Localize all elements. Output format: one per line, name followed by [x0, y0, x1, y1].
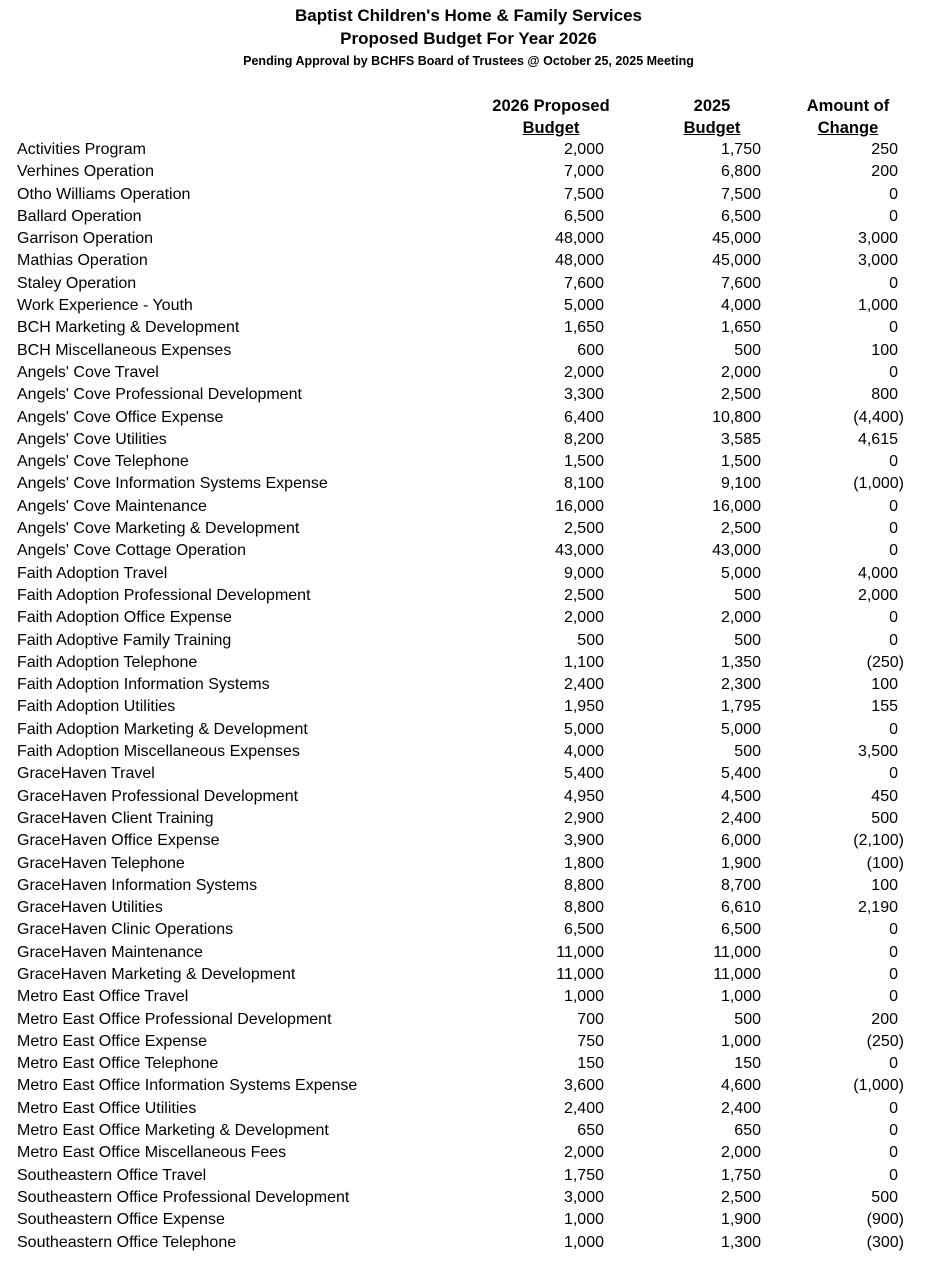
- change-value: 155: [871, 698, 898, 716]
- row-label: Metro East Office Professional Development: [17, 1010, 332, 1028]
- row-label: GraceHaven Office Expense: [17, 832, 220, 850]
- change-value: 0: [889, 965, 898, 983]
- row-label: Angels' Cove Travel: [17, 363, 159, 381]
- row-label: Metro East Office Utilities: [17, 1099, 197, 1117]
- row-label: Staley Operation: [17, 274, 137, 292]
- budget-2025-value: 1,750: [720, 1166, 761, 1184]
- table-row: [0, 1165, 937, 1187]
- budget-2026-value: 8,200: [563, 430, 604, 448]
- change-value: (2,100): [853, 832, 904, 850]
- budget-2025-value: 2,500: [720, 386, 761, 404]
- budget-2025-value: 4,500: [720, 787, 761, 805]
- change-value: 0: [889, 497, 898, 515]
- table-row: [0, 1075, 937, 1097]
- budget-2026-value: 2,900: [563, 809, 604, 827]
- budget-2026-value: 4,000: [563, 743, 604, 761]
- budget-2026-value: 4,950: [563, 787, 604, 805]
- row-label: Garrison Operation: [17, 230, 154, 248]
- budget-2026-value: 8,100: [563, 475, 604, 493]
- budget-2026-value: 1,000: [563, 1233, 604, 1251]
- budget-2026-value: 2,500: [563, 520, 604, 538]
- row-label: GraceHaven Maintenance: [17, 943, 203, 961]
- change-value: 100: [871, 341, 898, 359]
- budget-2026-value: 150: [577, 1055, 604, 1073]
- org-name: Baptist Children's Home & Family Services: [295, 6, 642, 25]
- change-value: 0: [889, 1055, 898, 1073]
- row-label: Angels' Cove Cottage Operation: [17, 542, 246, 560]
- table-row: [0, 295, 937, 317]
- row-label: Southeastern Office Travel: [17, 1166, 207, 1184]
- budget-2025-value: 1,650: [720, 319, 761, 337]
- row-label: Ballard Operation: [17, 207, 142, 225]
- change-value: (900): [866, 1211, 904, 1229]
- table-row: [0, 1232, 937, 1254]
- table-row: [0, 1031, 937, 1053]
- column-header-2026-line2: Budget: [522, 119, 580, 137]
- table-row: [0, 161, 937, 183]
- budget-2025-value: 1,900: [720, 854, 761, 872]
- budget-2026-value: 48,000: [555, 252, 604, 270]
- budget-2025-value: 1,000: [720, 1032, 761, 1050]
- change-value: 3,000: [857, 230, 898, 248]
- table-row: [0, 250, 937, 272]
- table-row: [0, 518, 937, 540]
- budget-2026-value: 2,400: [563, 1099, 604, 1117]
- budget-2026-value: 43,000: [555, 542, 604, 560]
- change-value: 3,500: [857, 743, 898, 761]
- row-label: Activities Program: [17, 141, 146, 158]
- row-label: Work Experience - Youth: [17, 297, 193, 315]
- change-value: 200: [871, 1010, 898, 1028]
- budget-2025-value: 2,400: [720, 809, 761, 827]
- change-value: 100: [871, 876, 898, 894]
- row-label: Angels' Cove Information Systems Expense: [17, 475, 328, 493]
- budget-2025-value: 7,600: [720, 274, 761, 292]
- budget-2026-value: 750: [577, 1032, 604, 1050]
- budget-2026-value: 1,100: [563, 653, 604, 671]
- table-row: [0, 986, 937, 1008]
- change-value: 0: [889, 542, 898, 560]
- row-label: Faith Adoptive Family Training: [17, 631, 232, 649]
- row-label: Faith Adoption Office Expense: [17, 609, 232, 627]
- row-label: Faith Adoption Marketing & Development: [17, 720, 308, 738]
- budget-2026-value: 2,400: [563, 676, 604, 694]
- change-value: 0: [889, 319, 898, 337]
- budget-2026-value: 2,500: [563, 586, 604, 604]
- change-value: 0: [889, 363, 898, 381]
- budget-2026-value: 2,000: [563, 1144, 604, 1162]
- change-value: 0: [889, 207, 898, 225]
- change-value: 0: [889, 453, 898, 471]
- budget-2025-value: 16,000: [712, 497, 761, 515]
- table-row: [0, 630, 937, 652]
- change-value: 4,000: [857, 564, 898, 582]
- change-value: 0: [889, 943, 898, 961]
- change-value: 3,000: [857, 252, 898, 270]
- table-row: [0, 340, 937, 362]
- budget-2026-value: 7,500: [563, 185, 604, 203]
- row-label: GraceHaven Utilities: [17, 899, 163, 917]
- budget-2025-value: 2,300: [720, 676, 761, 694]
- budget-2025-value: 1,500: [720, 453, 761, 471]
- table-row: [0, 1053, 937, 1075]
- table-row: [0, 362, 937, 384]
- change-value: (4,400): [853, 408, 904, 426]
- change-value: 0: [889, 1099, 898, 1117]
- budget-2025-value: 9,100: [720, 475, 761, 493]
- row-label: Faith Adoption Miscellaneous Expenses: [17, 743, 300, 761]
- row-label: Otho Williams Operation: [17, 185, 191, 203]
- budget-2026-value: 6,500: [563, 207, 604, 225]
- table-row: [0, 786, 937, 808]
- budget-2026-value: 5,000: [563, 297, 604, 315]
- change-value: 450: [871, 787, 898, 805]
- budget-2026-value: 16,000: [555, 497, 604, 515]
- table-row: [0, 942, 937, 964]
- row-label: Angels' Cove Utilities: [17, 430, 167, 448]
- row-label: Metro East Office Telephone: [17, 1055, 219, 1073]
- table-row: [0, 875, 937, 897]
- change-value: (1,000): [853, 475, 904, 493]
- change-value: (250): [866, 653, 904, 671]
- row-label: Mathias Operation: [17, 252, 148, 270]
- change-value: 2,190: [857, 899, 898, 917]
- table-row: [0, 607, 937, 629]
- change-value: (100): [866, 854, 904, 872]
- table-row: [0, 184, 937, 206]
- table-row: [0, 897, 937, 919]
- row-label: Southeastern Office Telephone: [17, 1233, 237, 1251]
- budget-2025-value: 2,000: [720, 363, 761, 381]
- budget-2026-value: 7,000: [563, 163, 604, 181]
- row-label: Faith Adoption Professional Development: [17, 586, 311, 604]
- table-row: [0, 540, 937, 562]
- table-row: [0, 496, 937, 518]
- budget-2026-value: 2,000: [563, 609, 604, 627]
- column-header-change-line1: Amount of: [806, 97, 890, 115]
- change-value: 800: [871, 386, 898, 404]
- table-row: [0, 674, 937, 696]
- row-label: GraceHaven Clinic Operations: [17, 921, 234, 939]
- budget-2025-value: 6,500: [720, 207, 761, 225]
- row-label: Southeastern Office Expense: [17, 1211, 225, 1229]
- budget-2025-value: 11,000: [713, 943, 761, 961]
- budget-2025-value: 43,000: [712, 542, 761, 560]
- row-label: GraceHaven Professional Development: [17, 787, 299, 805]
- table-row: [0, 451, 937, 473]
- row-label: GraceHaven Information Systems: [17, 876, 258, 894]
- budget-2025-value: 500: [734, 743, 761, 761]
- change-value: 0: [889, 1166, 898, 1184]
- row-label: Angels' Cove Office Expense: [17, 408, 224, 426]
- column-header-2026-line1: 2026 Proposed: [492, 97, 610, 115]
- table-row: [0, 1009, 937, 1031]
- row-label: BCH Miscellaneous Expenses: [17, 341, 232, 359]
- budget-2025-value: 150: [734, 1055, 761, 1073]
- row-label: Faith Adoption Information Systems: [17, 676, 270, 694]
- change-value: 0: [889, 631, 898, 649]
- budget-2025-value: 500: [734, 586, 761, 604]
- budget-2025-value: 5,000: [720, 720, 761, 738]
- table-row: [0, 696, 937, 718]
- row-label: Faith Adoption Telephone: [17, 653, 198, 671]
- table-row: [0, 741, 937, 763]
- budget-2026-value: 7,600: [563, 274, 604, 292]
- change-value: (250): [866, 1032, 904, 1050]
- budget-2025-value: 6,000: [720, 832, 761, 850]
- budget-2026-value: 1,500: [563, 453, 604, 471]
- change-value: 0: [889, 520, 898, 538]
- budget-2025-value: 45,000: [712, 252, 761, 270]
- table-row: [0, 407, 937, 429]
- budget-2025-value: 4,000: [720, 297, 761, 315]
- table-row: [0, 1098, 937, 1120]
- row-label: Metro East Office Expense: [17, 1032, 208, 1050]
- row-label: GraceHaven Telephone: [17, 854, 185, 872]
- table-row: [0, 853, 937, 875]
- budget-2026-value: 600: [577, 341, 604, 359]
- budget-2025-value: 500: [734, 1010, 761, 1028]
- budget-2026-value: 9,000: [563, 564, 604, 582]
- table-row: [0, 964, 937, 986]
- budget-2026-value: 48,000: [555, 230, 604, 248]
- row-label: Angels' Cove Marketing & Development: [17, 520, 300, 538]
- budget-2025-value: 1,750: [720, 141, 761, 158]
- column-header-amount-of-change: [786, 95, 910, 139]
- budget-2025-value: 8,700: [720, 876, 761, 894]
- budget-2026-value: 3,300: [563, 386, 604, 404]
- table-row: [0, 763, 937, 785]
- budget-2026-value: 5,400: [563, 765, 604, 783]
- budget-2025-value: 6,500: [720, 921, 761, 939]
- document-title: Proposed Budget For Year 2026: [340, 29, 597, 48]
- table-row: [0, 1187, 937, 1209]
- budget-table: [0, 139, 937, 1254]
- column-header-2025-line1: 2025: [693, 97, 731, 115]
- budget-2026-value: 2,000: [563, 141, 604, 158]
- change-value: (300): [866, 1233, 904, 1251]
- row-label: GraceHaven Client Training: [17, 809, 214, 827]
- change-value: 0: [889, 185, 898, 203]
- budget-2026-value: 11,000: [556, 965, 604, 983]
- row-label: Southeastern Office Professional Development: [17, 1188, 350, 1206]
- column-header-2025-budget: [650, 95, 774, 139]
- table-row: [0, 473, 937, 495]
- table-row: [0, 808, 937, 830]
- table-row: [0, 563, 937, 585]
- table-row: [0, 384, 937, 406]
- budget-2026-value: 1,950: [563, 698, 604, 716]
- change-value: 0: [889, 921, 898, 939]
- change-value: 250: [871, 141, 898, 158]
- budget-2026-value: 11,000: [556, 943, 604, 961]
- budget-2026-value: 1,750: [563, 1166, 604, 1184]
- budget-2025-value: 5,400: [720, 765, 761, 783]
- budget-2026-value: 500: [577, 631, 604, 649]
- budget-2026-value: 6,400: [563, 408, 604, 426]
- budget-2025-value: 1,000: [720, 988, 761, 1006]
- budget-2025-value: 1,350: [720, 653, 761, 671]
- budget-2025-value: 500: [734, 341, 761, 359]
- table-row: [0, 1209, 937, 1231]
- row-label: Faith Adoption Utilities: [17, 698, 176, 716]
- budget-2026-value: 700: [577, 1010, 604, 1028]
- row-label: Verhines Operation: [17, 163, 154, 181]
- budget-2025-value: 4,600: [720, 1077, 761, 1095]
- change-value: 0: [889, 274, 898, 292]
- budget-2026-value: 1,650: [563, 319, 604, 337]
- table-row: [0, 228, 937, 250]
- budget-2025-value: 11,000: [713, 965, 761, 983]
- row-label: BCH Marketing & Development: [17, 319, 240, 337]
- budget-2025-value: 1,900: [720, 1211, 761, 1229]
- change-value: 0: [889, 1122, 898, 1140]
- change-value: 0: [889, 1144, 898, 1162]
- change-value: 0: [889, 609, 898, 627]
- change-value: 4,615: [857, 430, 898, 448]
- document-subtitle: Pending Approval by BCHFS Board of Trustees @ October 25, 2025 Meeting: [243, 54, 694, 68]
- budget-2025-value: 10,800: [712, 408, 761, 426]
- budget-2025-value: 650: [734, 1122, 761, 1140]
- change-value: 0: [889, 720, 898, 738]
- table-row: [0, 317, 937, 339]
- table-row: [0, 830, 937, 852]
- change-value: 100: [871, 676, 898, 694]
- change-value: (1,000): [853, 1077, 904, 1095]
- budget-2025-value: 1,300: [720, 1233, 761, 1251]
- budget-2026-value: 6,500: [563, 921, 604, 939]
- row-label: GraceHaven Travel: [17, 765, 155, 783]
- change-value: 0: [889, 765, 898, 783]
- budget-2025-value: 2,500: [720, 520, 761, 538]
- budget-2025-value: 2,500: [720, 1188, 761, 1206]
- table-row: [0, 652, 937, 674]
- row-label: Angels' Cove Telephone: [17, 453, 189, 471]
- budget-2025-value: 1,795: [720, 698, 761, 716]
- row-label: Metro East Office Travel: [17, 988, 189, 1006]
- change-value: 200: [871, 163, 898, 181]
- budget-2026-value: 1,000: [563, 988, 604, 1006]
- table-row: [0, 139, 937, 161]
- budget-2025-value: 45,000: [712, 230, 761, 248]
- budget-2025-value: 500: [734, 631, 761, 649]
- row-label: GraceHaven Marketing & Development: [17, 965, 296, 983]
- budget-2025-value: 3,585: [720, 430, 761, 448]
- budget-2026-value: 3,600: [563, 1077, 604, 1095]
- budget-2025-value: 2,000: [720, 609, 761, 627]
- change-value: 2,000: [857, 586, 898, 604]
- budget-2025-value: 6,610: [720, 899, 761, 917]
- change-value: 500: [871, 1188, 898, 1206]
- budget-2025-value: 5,000: [720, 564, 761, 582]
- table-row: [0, 585, 937, 607]
- change-value: 500: [871, 809, 898, 827]
- budget-2026-value: 8,800: [563, 876, 604, 894]
- budget-2025-value: 2,000: [720, 1144, 761, 1162]
- budget-2025-value: 6,800: [720, 163, 761, 181]
- budget-2026-value: 2,000: [563, 363, 604, 381]
- column-header-change-line2: Change: [817, 119, 879, 137]
- table-row: [0, 1142, 937, 1164]
- budget-2025-value: 2,400: [720, 1099, 761, 1117]
- column-header-2025-line2: Budget: [683, 119, 741, 137]
- row-label: Metro East Office Information Systems Expense: [17, 1077, 358, 1095]
- table-row: [0, 429, 937, 451]
- budget-2026-value: 3,900: [563, 832, 604, 850]
- table-row: [0, 206, 937, 228]
- budget-2026-value: 650: [577, 1122, 604, 1140]
- budget-2026-value: 8,800: [563, 899, 604, 917]
- row-label: Metro East Office Marketing & Development: [17, 1122, 329, 1140]
- column-header-2026-proposed: [476, 95, 626, 139]
- row-label: Angels' Cove Professional Development: [17, 386, 302, 404]
- change-value: 1,000: [857, 297, 898, 315]
- row-label: Angels' Cove Maintenance: [17, 497, 207, 515]
- budget-2025-value: 7,500: [720, 185, 761, 203]
- table-row: [0, 719, 937, 741]
- budget-2026-value: 1,800: [563, 854, 604, 872]
- budget-2026-value: 1,000: [563, 1211, 604, 1229]
- table-row: [0, 1120, 937, 1142]
- budget-2026-value: 3,000: [563, 1188, 604, 1206]
- budget-2026-value: 5,000: [563, 720, 604, 738]
- table-row: [0, 273, 937, 295]
- table-row: [0, 919, 937, 941]
- row-label: Metro East Office Miscellaneous Fees: [17, 1144, 287, 1162]
- row-label: Faith Adoption Travel: [17, 564, 168, 582]
- change-value: 0: [889, 988, 898, 1006]
